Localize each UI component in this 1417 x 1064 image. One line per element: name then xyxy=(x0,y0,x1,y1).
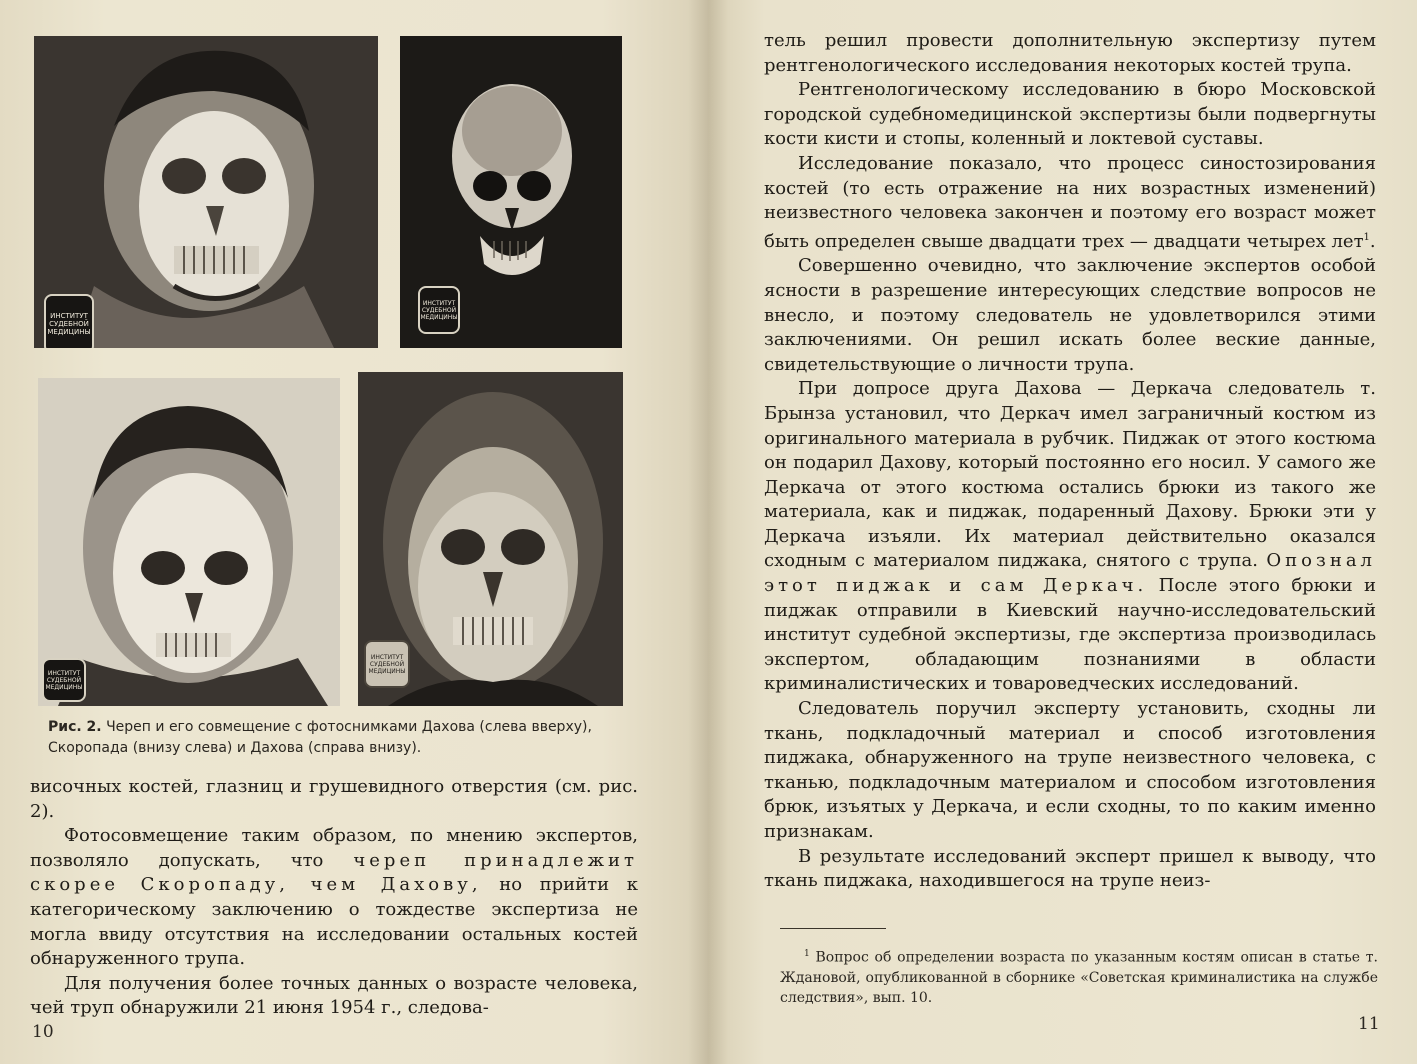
institute-stamp: ИНСТИТУТ СУДЕБНОЙ МЕДИЦИНЫ xyxy=(44,294,94,348)
page-number: 11 xyxy=(1358,1014,1380,1034)
institute-stamp: ИНСТИТУТ СУДЕБНОЙ МЕДИЦИНЫ xyxy=(418,286,460,334)
footnote-rule xyxy=(780,928,886,929)
caption-text: Череп и его совмещение с фотоснимками Дахова (слева вверху), Скоропада (внизу слева) и Дахова (справа внизу). xyxy=(48,719,592,756)
paragraph: Для получения более точных данных о возрасте человека, чей труп обнаружили 21 июня 1954 г., следова- xyxy=(30,972,638,1019)
institute-stamp: ИНСТИТУТ СУДЕБНОЙ МЕДИЦИНЫ xyxy=(42,658,86,702)
paragraph: Исследование показало, что процесс синостозирования костей (то есть отражение на них возрастных изменений) неизвестного человека закончен и поэтому его возраст может быть определен свыше двадцати трех — двадцати четырех лет$^1$. xyxy=(764,152,1376,252)
page-number: 10 xyxy=(32,1022,54,1042)
footnote-mark: 1 xyxy=(804,949,810,959)
paragraph: В результате исследований эксперт пришел к выводу, что ткань пиджака, находившегося на трупе неиз- xyxy=(764,845,1376,892)
photo-skull xyxy=(400,36,622,348)
left-body-text xyxy=(30,775,638,1021)
spaced-emphasis: череп принадлежит скорее Скоропаду, чем Дахову, xyxy=(30,849,639,896)
right-page xyxy=(708,0,1417,1064)
paragraph: Рентгенологическому исследованию в бюро Московской городской судебномедицинской экспертизы были подвергнуты кости кисти и стопы, коленный и локтевой суставы. xyxy=(764,79,1376,150)
right-body-text xyxy=(764,29,1376,894)
paragraph: Следователь поручил эксперту установить, сходны ли ткань, подкладочный материал и способ изготовления пиджака, обнаруженного на трупе неизвестного человека, с тканью, подкладочным материалом и способом изготовления брюк, изъятых у Деркача, и если сходны, то по каким именно признакам. xyxy=(764,698,1376,842)
figure-caption xyxy=(48,717,638,759)
photo-skoropad-superimposition xyxy=(38,378,340,706)
paragraph: Совершенно очевидно, что заключение экспертов особой ясности в разрешение интересующих следствие вопросов не внесло, и поэтому следователь не удовлетворился этими заключениями. Он решил искать более веские данные, свидетельствующие о личности трупа. xyxy=(764,255,1376,375)
photo-dakhov-superimposition-2 xyxy=(358,372,623,706)
spaced-emphasis: Опознал этот пиджак и сам Деркач. xyxy=(764,550,1376,597)
photo-dakhov-superimposition xyxy=(34,36,378,348)
paragraph: Фотосовмещение таким образом, по мнению экспертов, позволяло допускать, что череп принадлежит скорее Скоропаду, чем Дахову, но прийти к категорическому заключению о тождестве экспертиза не могла ввиду отсутствия на исследовании остальных костей обнаруженного трупа. xyxy=(30,825,639,970)
paragraph: При допросе друга Дахова — Деркача следователь т. Брынза установил, что Деркач имел заграничный костюм из оригинального материала в рубчик. Пиджак от этого костюма он подарил Дахову, который постоянно его носил. У самого же Деркача от этого костюма остались брюки из такого же материала, как и пиджак, подаренный Дахову. Брюки эти у Деркача изъяли. Их материал действительно оказался сходным с материалом пиджака, снятого с трупа. Опознал этот пиджак и сам Деркач. После этого брюки и пиджак отправили в Киевский научно-исследовательский институт судебной экспертизы, где экспертиза производилась экспертом, обладающим познаниями в области криминалистических и товароведческих исследований. xyxy=(764,378,1376,695)
caption-label: Рис. 2. xyxy=(48,719,102,735)
footnote-ref: 1 xyxy=(1363,231,1370,243)
left-page xyxy=(0,0,708,1064)
footnote: $^1$ Вопрос об определении возраста по указанным костям описан в статье т. Ждановой, опубликованной в сборнике «Советская криминалистика на службе следствия», вып. 10. xyxy=(780,949,1378,1006)
institute-stamp: ИНСТИТУТ СУДЕБНОЙ МЕДИЦИНЫ xyxy=(364,640,410,688)
paragraph: височных костей, глазниц и грушевидного отверстия (см. рис. 2). xyxy=(30,776,638,822)
paragraph: тель решил провести дополнительную экспертизу путем рентгенологического исследования некоторых костей трупа. xyxy=(764,30,1376,76)
